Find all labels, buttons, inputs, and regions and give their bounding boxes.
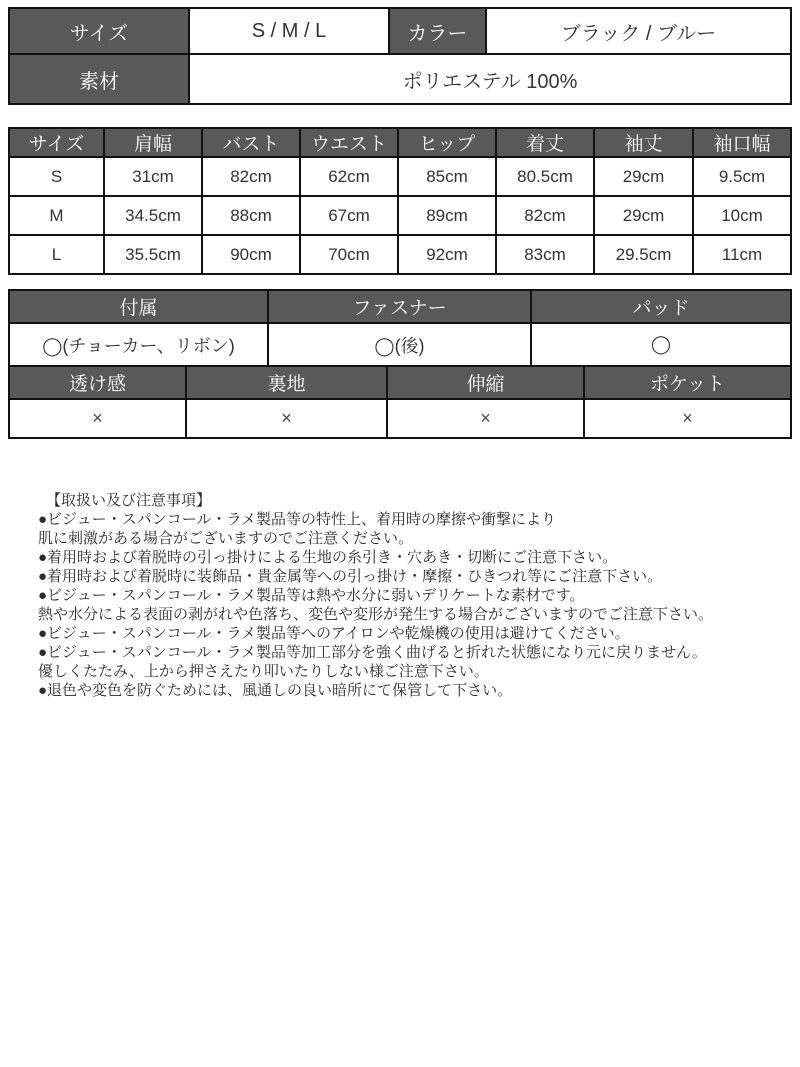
features-value-row	[9, 399, 791, 438]
lining-value-cell: ×	[186, 399, 387, 438]
fastener-value-cell: ◯(後)	[268, 323, 531, 366]
accessories-header-row	[9, 290, 791, 323]
size-name-cell: S	[9, 157, 104, 196]
measure-header-cell: 袖丈	[594, 128, 693, 157]
measure-value-cell: 29cm	[594, 157, 693, 196]
pad-value-cell: ◯	[531, 323, 791, 366]
care-note-line: 肌に刺激がある場合がございますのでご注意ください。	[38, 530, 414, 547]
measurements-row-m	[9, 196, 791, 235]
measure-header-cell: ウエスト	[300, 128, 398, 157]
care-note-line: ●退色や変色を防ぐためには、風通しの良い暗所にて保管して下さい。	[38, 682, 513, 699]
pocket-value-cell: ×	[584, 399, 791, 438]
size-name-cell: M	[9, 196, 104, 235]
measure-value-cell: 82cm	[496, 196, 594, 235]
care-note-line: ●ビジュー・スパンコール・ラメ製品等の特性上、着用時の摩擦や衝撃により	[38, 511, 557, 528]
features-table	[8, 365, 792, 439]
accessories-header-cell: 付属	[9, 290, 268, 323]
color-label-cell: カラー	[389, 8, 486, 54]
measure-value-cell: 85cm	[398, 157, 496, 196]
size-color-row	[9, 8, 791, 54]
measure-value-cell: 31cm	[104, 157, 202, 196]
stretch-header-cell: 伸縮	[387, 366, 584, 399]
fastener-header-cell: ファスナー	[268, 290, 531, 323]
care-note-line: ●ビジュー・スパンコール・ラメ製品等へのアイロンや乾燥機の使用は避けてください。	[38, 625, 630, 642]
measure-value-cell: 29.5cm	[594, 235, 693, 274]
measurements-table	[8, 127, 792, 275]
size-name-cell: L	[9, 235, 104, 274]
measure-value-cell: 80.5cm	[496, 157, 594, 196]
care-note-line: ●着用時および着脱時に装飾品・貴金属等への引っ掛け・摩擦・ひきつれ等にご注意下さい。	[38, 568, 663, 585]
care-note-line: 熱や水分による表面の剥がれや色落ち、変色や変形が発生する場合がございますのでご注意下さい。	[38, 606, 714, 623]
measure-value-cell: 62cm	[300, 157, 398, 196]
measure-value-cell: 34.5cm	[104, 196, 202, 235]
care-notes	[8, 491, 790, 700]
pad-header-cell: パッド	[531, 290, 791, 323]
measurements-header-row	[9, 128, 791, 157]
measure-header-cell: ヒップ	[398, 128, 496, 157]
pocket-header-cell: ポケット	[584, 366, 791, 399]
stretch-value-cell: ×	[387, 399, 584, 438]
measure-header-cell: 着丈	[496, 128, 594, 157]
measure-value-cell: 88cm	[202, 196, 300, 235]
size-color-material-table	[8, 7, 792, 105]
measure-value-cell: 29cm	[594, 196, 693, 235]
care-note-line: ●着用時および着脱時の引っ掛けによる生地の糸引き・穴あき・切断にご注意下さい。	[38, 549, 618, 566]
accessories-value-cell: ◯(チョーカー、リボン)	[9, 323, 268, 366]
measure-value-cell: 67cm	[300, 196, 398, 235]
material-value-cell: ポリエステル 100%	[189, 54, 791, 104]
sheerness-header-cell: 透け感	[9, 366, 186, 399]
measure-value-cell: 83cm	[496, 235, 594, 274]
measurements-row-l	[9, 235, 791, 274]
measure-value-cell: 11cm	[693, 235, 791, 274]
measure-value-cell: 35.5cm	[104, 235, 202, 274]
care-note-line: ●ビジュー・スパンコール・ラメ製品等は熱や水分に弱いデリケートな素材です。	[38, 587, 585, 604]
measurements-row-s	[9, 157, 791, 196]
measure-value-cell: 92cm	[398, 235, 496, 274]
care-notes-title: 【取扱い及び注意事項】	[46, 492, 212, 509]
measure-value-cell: 9.5cm	[693, 157, 791, 196]
accessories-table	[8, 289, 792, 367]
size-label-cell: サイズ	[9, 8, 189, 54]
measure-value-cell: 90cm	[202, 235, 300, 274]
measure-header-cell: 袖口幅	[693, 128, 791, 157]
care-note-line: 優しくたたみ、上から押さえたり叩いたりしない様ご注意下さい。	[38, 663, 489, 680]
accessories-value-row	[9, 323, 791, 366]
color-value-cell: ブラック / ブルー	[486, 8, 791, 54]
measure-value-cell: 70cm	[300, 235, 398, 274]
measure-value-cell: 82cm	[202, 157, 300, 196]
lining-header-cell: 裏地	[186, 366, 387, 399]
measure-value-cell: 10cm	[693, 196, 791, 235]
material-row	[9, 54, 791, 104]
features-header-row	[9, 366, 791, 399]
measure-header-cell: サイズ	[9, 128, 104, 157]
size-value-cell: S / M / L	[189, 8, 389, 54]
measure-value-cell: 89cm	[398, 196, 496, 235]
sheerness-value-cell: ×	[9, 399, 186, 438]
measure-header-cell: 肩幅	[104, 128, 202, 157]
measure-header-cell: バスト	[202, 128, 300, 157]
care-note-line: ●ビジュー・スパンコール・ラメ製品等加工部分を強く曲げると折れた状態になり元に戻りません。	[38, 644, 707, 661]
material-label-cell: 素材	[9, 54, 189, 104]
